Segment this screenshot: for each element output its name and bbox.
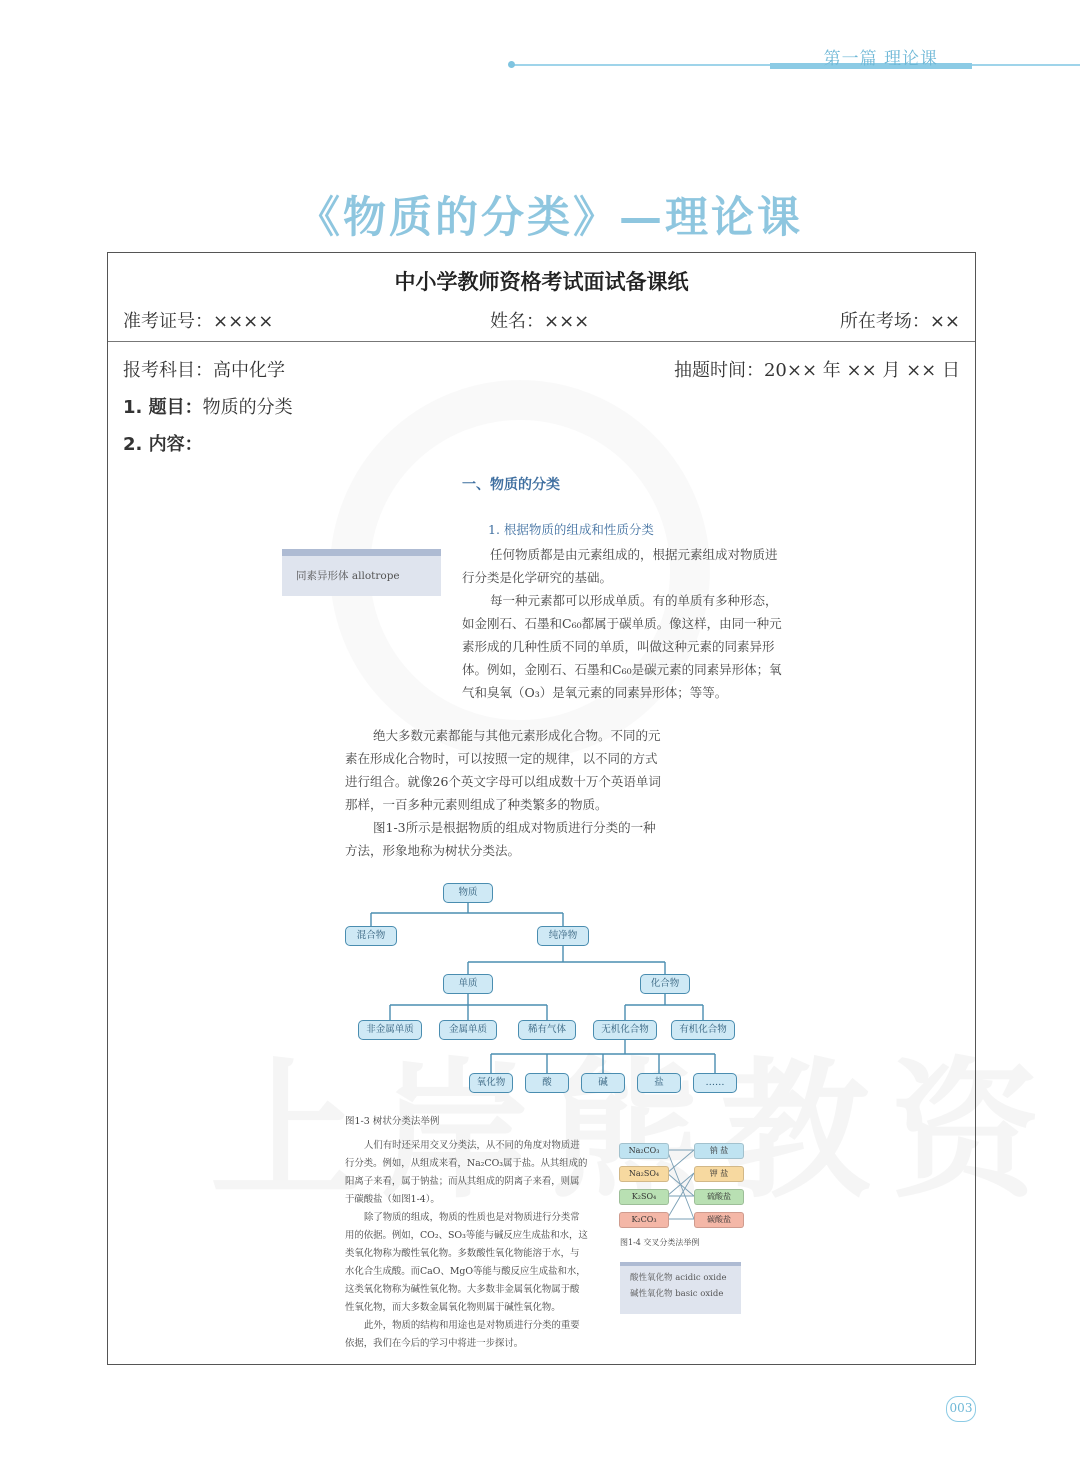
cross-right-0: 钠 盐: [694, 1143, 744, 1159]
figure-1-3-caption: 图1-3 树状分类法举例: [345, 1116, 440, 1127]
name-field: 姓名：×××: [490, 311, 590, 332]
topic-field: [123, 393, 293, 419]
node-inorganic: 无机化合物: [593, 1020, 657, 1040]
form-title: 中小学教师资格考试面试备课纸: [394, 270, 689, 294]
cross-left-3: K₂CO₃: [619, 1212, 669, 1228]
cross-right-3: 碳酸盐: [694, 1212, 744, 1228]
node-salt: 盐: [637, 1073, 681, 1093]
node-matter: 物质: [443, 883, 493, 903]
section-heading: 一、物质的分类: [462, 477, 560, 493]
cross-classification-text: 人们有时还采用交叉分类法，从不同的角度对物质进 行分类。例如，从组成来看，Na₂CO₃属于盐。从其组成的 阳离子来看，属于钠盐；而从其组成的阴离子来看，则属 于碳酸盐（如图1-4）。 除了物质的组成，物质的性质也是对物质进行分类常 用的依据。例如，CO₂、SO₃等能与碱反应生成盐和水，这 类氧化物称为酸性氧化物。多数酸性氧化物能溶于水，与 水化合生成酸。而CaO、MgO等能与酸反应生成盐和水， 这类氧化物称为碱性氧化物。大多数非金属氧化物属于酸 性氧化物，而大多数金属氧化物则属于碱性氧化物。 此外，物质的结构和用途也是对物质进行分类的重要 依据，我们在今后的学习中将进一步探讨。: [345, 1140, 588, 1349]
chapter-header: 第一篇 理论课: [823, 49, 938, 69]
cross-left-0: Na₂CO₃: [619, 1143, 669, 1159]
cross-right-1: 钾 盐: [694, 1166, 744, 1182]
cross-right-2: 硫酸盐: [694, 1189, 744, 1205]
node-metal: 金属单质: [439, 1020, 497, 1040]
node-organic: 有机化合物: [671, 1020, 735, 1040]
venue-field: 所在考场：××: [839, 311, 960, 332]
node-etc: ……: [693, 1073, 737, 1093]
topic-value: 物质的分类: [202, 397, 293, 418]
figure-1-4-caption: 图1-4 交叉分类法举例: [620, 1238, 700, 1247]
node-oxide: 氧化物: [469, 1073, 513, 1093]
content-label: 2. 内容：: [123, 434, 203, 455]
node-noble-gas: 稀有气体: [518, 1020, 576, 1040]
paragraph-1: 任何物质都是由元素组成的，根据元素组成对物质进 行分类是化学研究的基础。 每一种元素都可以形成单质。有的单质有多种形态， 如金刚石、石墨和C₆₀都属于碳单质。像这样，由同一种元 素形成的几种性质不同的单质，叫做这种元素的同素异形 体。例如，金刚石、石墨和C₆₀是碳元素的同素异形体；氧 气和臭氧（O₃）是氧元素的同素异形体；等等。: [462, 547, 782, 700]
node-base: 碱: [581, 1073, 625, 1093]
paragraph-3: 绝大多数元素都能与其他元素形成化合物。不同的元 素在形成化合物时，可以按照一定的规律，以不同的方式 进行组合。就像26个英文字母可以组成数十万个英语单词 那样，一百多种元素则组成了种类繁多的物质。 图1-3所示是根据物质的组成对物质进行分类的一种 方法，形象地称为树状分类法。: [345, 728, 661, 858]
draw-time-field: 抽题时间：20×× 年 ×× 月 ×× 日: [673, 360, 960, 381]
node-element: 单质: [443, 974, 493, 994]
node-mixture: 混合物: [345, 926, 397, 946]
frame-divider: [108, 341, 975, 342]
node-nonmetal: 非金属单质: [358, 1020, 422, 1040]
node-acid: 酸: [525, 1073, 569, 1093]
oxide-terms-box: 酸性氧化物 acidic oxide 碱性氧化物 basic oxide: [620, 1262, 741, 1314]
topic-label: 1. 题目：: [123, 397, 203, 418]
subheading: 1. 根据物质的组成和性质分类: [488, 522, 654, 537]
page-title: 《物质的分类》—理论课: [297, 193, 803, 243]
page-number: 003: [946, 1396, 976, 1422]
exam-number-field: 准考证号：××××: [123, 311, 274, 332]
node-pure-substance: 纯净物: [537, 926, 589, 946]
margin-term-allotrope: 同素异形体 allotrope: [282, 549, 441, 596]
cross-left-1: Na₂SO₄: [619, 1166, 669, 1182]
cross-left-2: K₂SO₄: [619, 1189, 669, 1205]
subject-field: 报考科目：高中化学: [123, 360, 285, 381]
node-compound: 化合物: [640, 974, 690, 994]
